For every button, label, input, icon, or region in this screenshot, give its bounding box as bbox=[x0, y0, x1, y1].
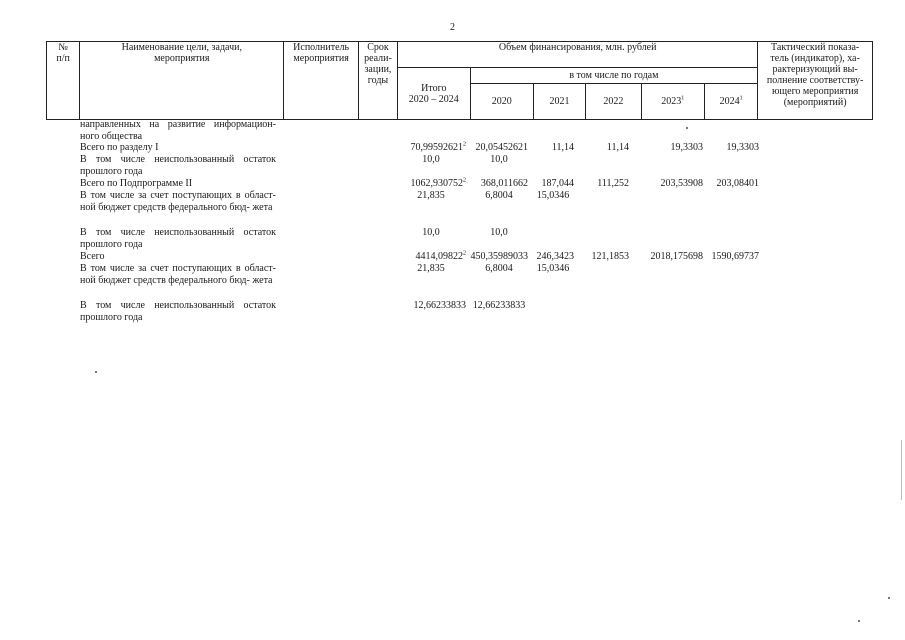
row-2020: 368,011662 bbox=[480, 178, 528, 189]
scan-speck bbox=[686, 127, 688, 129]
row-2020: 10,0 bbox=[490, 227, 508, 238]
row-2020: 20,05452621 bbox=[475, 142, 528, 153]
header-year-2021 bbox=[533, 84, 585, 120]
row-name: В том числе неиспользованный остаток прошлого года bbox=[80, 227, 276, 250]
row-total bbox=[396, 142, 466, 154]
scan-speck bbox=[858, 620, 860, 622]
header-year-2024 bbox=[704, 84, 757, 120]
header-total bbox=[398, 68, 470, 120]
header-num-text: № п/п bbox=[56, 42, 70, 64]
row-2022: 121,1853 bbox=[591, 251, 629, 262]
row-2020: 6,8004 bbox=[485, 263, 513, 274]
table-header bbox=[46, 41, 873, 119]
header-executor bbox=[284, 42, 358, 120]
header-executor-text: Исполнитель мероприятия bbox=[293, 42, 350, 64]
header-year-2020 bbox=[470, 84, 533, 120]
row-2021: 11,14 bbox=[551, 142, 574, 153]
row-2023: 19,3303 bbox=[670, 142, 703, 153]
header-year-2020-text: 2020 bbox=[491, 96, 512, 107]
header-term bbox=[358, 42, 397, 120]
row-2023: 203,53908 bbox=[660, 178, 703, 189]
row-total-value: 4414,09822 bbox=[415, 251, 463, 262]
row-total: 10,0 bbox=[422, 227, 440, 238]
row-name: Всего bbox=[80, 251, 105, 262]
header-name bbox=[80, 42, 284, 120]
header-term-text: Срок реали- зации, годы bbox=[364, 42, 392, 86]
row-name: направленных на развитие информацион- ного общества bbox=[80, 119, 276, 142]
header-funding-text: Объем финансирования, млн. рублей bbox=[498, 42, 657, 53]
scan-edge-mark bbox=[901, 440, 902, 500]
row-2020: 10,0 bbox=[490, 154, 508, 165]
header-funding bbox=[398, 42, 758, 68]
header-year-2022 bbox=[586, 84, 641, 120]
row-name: В том числе неиспользованный остаток прошлого года bbox=[80, 154, 276, 177]
row-total: 21,835 bbox=[417, 190, 445, 201]
row-name: В том числе за счет поступающих в област- ной бюджет средств федерального бюд- жета bbox=[80, 263, 276, 286]
row-total-value: 1062,930752 bbox=[410, 178, 463, 189]
row-2021: 246,3423 bbox=[536, 251, 574, 262]
header-total-text: Итого 2020 – 2024 bbox=[408, 82, 459, 105]
header-indicator bbox=[758, 42, 873, 120]
header-year-2024-footnote: 1 bbox=[739, 95, 743, 102]
row-total-footnote: 2 bbox=[463, 141, 466, 148]
header-by-years bbox=[470, 68, 758, 84]
header-year-2023 bbox=[641, 84, 704, 120]
header-year-2024-text: 2024 bbox=[719, 96, 740, 107]
row-2021: 15,0346 bbox=[536, 190, 570, 201]
row-total bbox=[396, 178, 466, 190]
header-table bbox=[46, 41, 873, 120]
row-2020: 6,8004 bbox=[485, 190, 513, 201]
row-2021: 187,044 bbox=[541, 178, 574, 189]
header-year-2023-text: 2023 bbox=[661, 96, 682, 107]
row-2024: 1590,69737 bbox=[711, 251, 759, 262]
header-year-2021-text: 2021 bbox=[549, 96, 570, 107]
row-2022: 111,252 bbox=[597, 178, 629, 189]
row-name: В том числе за счет поступающих в област- ной бюджет средств федерального бюд- жета bbox=[80, 190, 276, 213]
row-2021: 15,0346 bbox=[536, 263, 570, 274]
page-number: 2 bbox=[450, 22, 455, 33]
header-num bbox=[47, 42, 80, 120]
row-2020: 450,35989033 bbox=[470, 251, 528, 262]
row-2024: 203,08401 bbox=[716, 178, 759, 189]
row-total: 21,835 bbox=[417, 263, 445, 274]
header-year-2022-text: 2022 bbox=[603, 96, 624, 107]
header-by-years-text: в том числе по годам bbox=[569, 70, 659, 81]
row-name: Всего по разделу I bbox=[80, 142, 159, 153]
row-2024: 19,3303 bbox=[726, 142, 759, 153]
row-total: 10,0 bbox=[422, 154, 440, 165]
scan-speck bbox=[888, 597, 890, 599]
row-total-value: 70,99592621 bbox=[410, 142, 463, 153]
row-2022: 11,14 bbox=[606, 142, 629, 153]
row-2020: 12,66233833 bbox=[472, 300, 526, 311]
row-total: 12,66233833 bbox=[413, 300, 466, 311]
header-name-text: Наименование цели, задачи, мероприятия bbox=[121, 42, 242, 64]
row-total bbox=[396, 251, 466, 263]
row-total-footnote: 2 bbox=[463, 177, 466, 184]
header-indicator-text: Тактический показа- тель (индикатор), ха- рактеризующий вы- полнение соответству- ющего мероприятия (мероприятий) bbox=[766, 42, 864, 108]
scan-speck bbox=[95, 371, 97, 373]
header-year-2023-footnote: 1 bbox=[681, 95, 685, 102]
row-name: В том числе неиспользованный остаток прошлого года bbox=[80, 300, 276, 323]
row-2023: 2018,175698 bbox=[650, 251, 703, 262]
row-total-footnote: 2 bbox=[463, 250, 466, 257]
row-name: Всего по Подпрограмме II bbox=[80, 178, 193, 189]
